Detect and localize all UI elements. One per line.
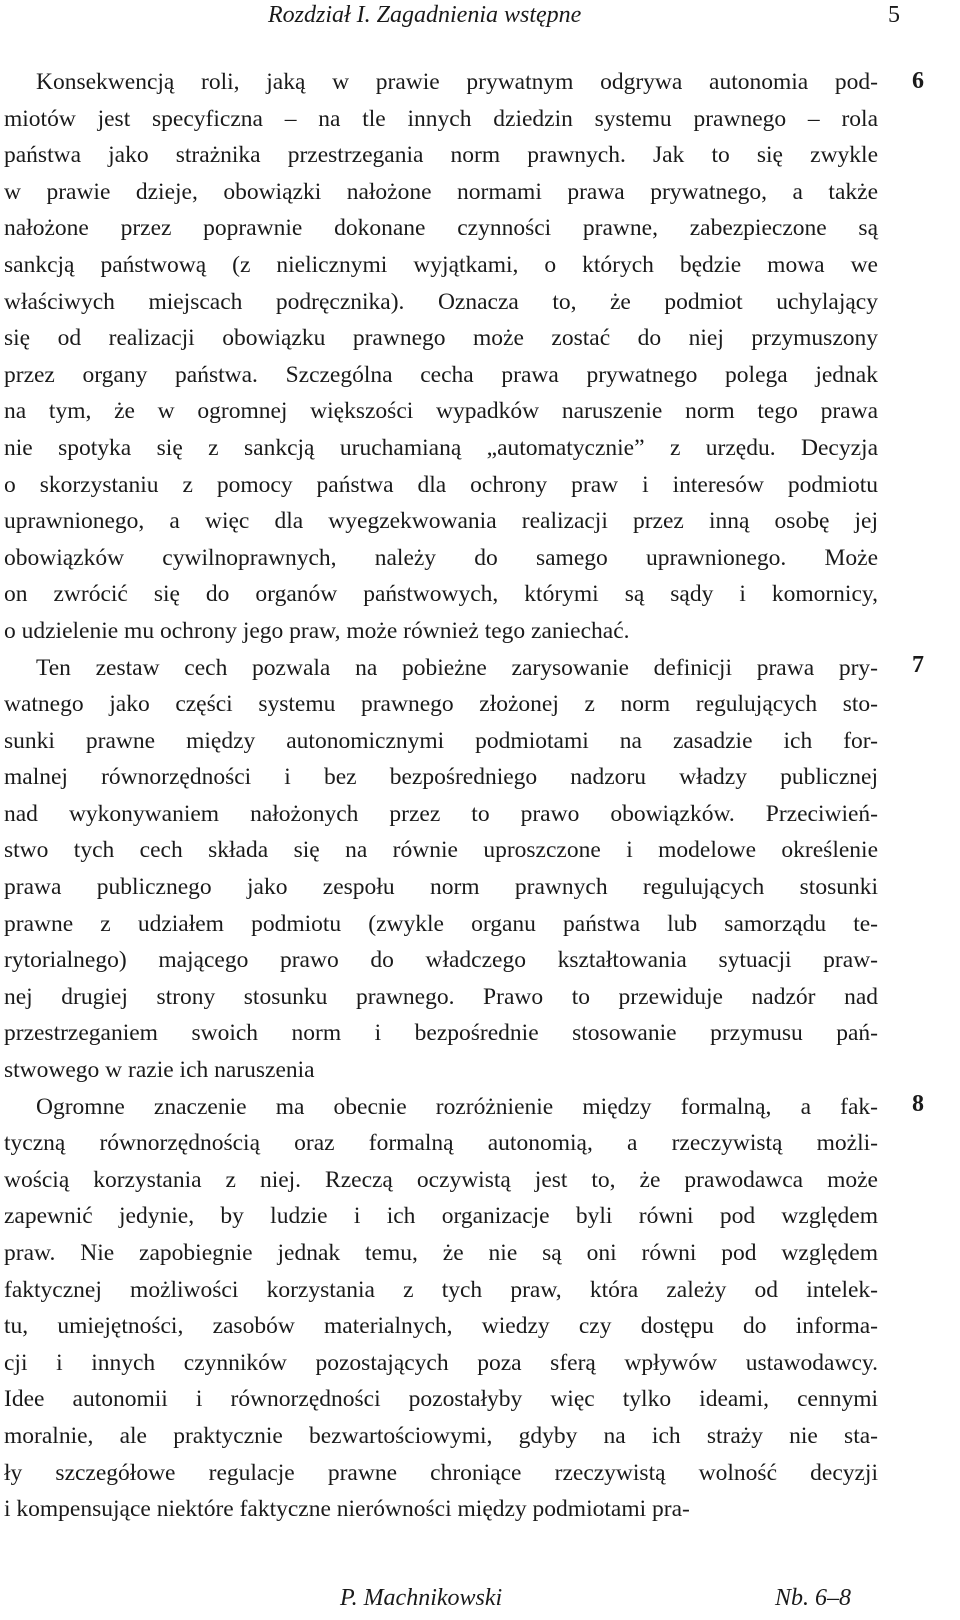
margin-number-7: 7 <box>912 652 924 678</box>
text-line: tu, umiejętności, zasobów materialnych, wiedzy czy dostępu do informa- <box>4 1313 878 1340</box>
text-line: przez organy państwa. Szczególna cecha prawa prywatnego polega jednak <box>4 361 878 388</box>
text-line: sunki prawne między autonomicznymi podmiotami na zasadzie ich for- <box>4 727 878 754</box>
author-name: P. Machnikowski <box>340 1585 503 1611</box>
text-line: przestrzeganiem swoich norm i bezpośrednie stosowanie przymusu pań- <box>4 1020 878 1047</box>
running-header <box>0 0 900 34</box>
text-line: prawne z udziałem podmiotu (zwykle organu państwa lub samorządu te- <box>4 910 878 937</box>
text-line: nie spotyka się z sankcją uruchamianą „automatycznie” z urzędu. Decyzja <box>4 434 878 461</box>
margin-number-6: 6 <box>912 68 924 94</box>
text-line: praw. Nie zapobiegnie jednak temu, że nie są oni równi pod względem <box>4 1240 878 1266</box>
text-line: faktycznej możliwości korzystania z tych praw, która zależy od intelek- <box>4 1276 878 1303</box>
text-line: moralnie, ale praktycznie bezwartościowymi, gdyby na ich straży nie sta- <box>4 1422 878 1449</box>
text-line: on zwrócić się do organów państwowych, którymi są sądy i komornicy, <box>4 581 878 608</box>
text-line: o skorzystaniu z pomocy państwa dla ochrony praw i interesów podmiotu <box>4 471 878 498</box>
text-line: rytorialnego) mającego prawo do władczego kształtowania sytuacji praw- <box>4 947 878 974</box>
text-line: uprawnionego, a więc dla wyegzekwowania realizacji przez inną osobę jej <box>4 508 878 535</box>
section-reference: Nb. 6–8 <box>775 1585 852 1611</box>
text-line: nad wykonywaniem nałożonych przez to prawo obowiązków. Przeciwień- <box>4 800 878 827</box>
text-line: cji i innych czynników pozostających poza sferą wpływów ustawodawcy. <box>4 1349 878 1376</box>
text-line: Konsekwencją roli, jaką w prawie prywatnym odgrywa autonomia pod- <box>36 69 878 95</box>
text-line: Ten zestaw cech pozwala na pobieżne zarysowanie definicji prawa pry- <box>36 654 878 681</box>
text-line: ły szczegółowe regulacje prawne chroniące rzeczywistą wolność decyzji <box>4 1459 878 1486</box>
text-line: nałożone przez poprawnie dokonane czynności prawne, zabezpieczone są <box>4 215 878 242</box>
running-footer <box>0 1583 960 1617</box>
text-line: zapewnić jedynie, by ludzie i ich organizacje byli równi pod względem <box>4 1203 878 1230</box>
text-line: się od realizacji obowiązku prawnego może zostać do niej przymuszony <box>4 325 878 352</box>
text-line: prawa publicznego jako zespołu norm prawnych regulujących stosunki <box>4 874 878 901</box>
text-line: Idee autonomii i równorzędności pozostałyby więc tylko ideami, cennymi <box>4 1386 878 1413</box>
text-line: nej drugiej strony stosunku prawnego. Prawo to przewiduje nadzór nad <box>4 983 878 1010</box>
text-line: tyczną równorzędnością oraz formalną autonomią, a rzeczywistą możli- <box>4 1130 878 1157</box>
margin-number-8: 8 <box>912 1091 924 1117</box>
text-line: państwa jako strażnika przestrzegania norm prawnych. Jak to się zwykle <box>4 142 878 169</box>
text-line: wością korzystania z niej. Rzeczą oczywistą jest to, że prawodawca może <box>4 1166 878 1193</box>
text-line: stwo tych cech składa się na równie uproszczone i modelowe określenie <box>4 837 878 864</box>
text-line: w prawie dzieje, obowiązki nałożone normami prawa prywatnego, a także <box>4 178 878 205</box>
text-line: o udzielenie mu ochrony jego praw, może również tego zaniechać. <box>4 617 630 644</box>
page-number: 5 <box>888 2 900 28</box>
text-line: właściwych miejscach podręcznika). Oznacza to, że podmiot uchylający <box>4 288 878 315</box>
text-line: malnej równorzędności i bez bezpośredniego nadzoru władzy publicznej <box>4 764 878 791</box>
text-line: na tym, że w ogromnej większości wypadków naruszenie norm tego prawa <box>4 398 878 425</box>
text-line: i kompensujące niektóre faktyczne nierówności między podmiotami pra- <box>4 1496 690 1523</box>
body-text <box>4 64 878 1528</box>
text-line: obowiązków cywilnoprawnych, należy do samego uprawnionego. Może <box>4 544 878 571</box>
text-line: stwowego w razie ich naruszenia <box>4 1057 315 1084</box>
text-line: watnego jako części systemu prawnego złożonej z norm regulujących sto- <box>4 691 878 718</box>
text-line: sankcją państwową (z nielicznymi wyjątkami, o których będzie mowa we <box>4 251 878 278</box>
text-line: miotów jest specyficzna – na tle innych dziedzin systemu prawnego – rola <box>4 105 878 132</box>
text-line: Ogromne znaczenie ma obecnie rozróżnienie między formalną, a fak- <box>36 1093 878 1120</box>
chapter-title: Rozdział I. Zagadnienia wstępne <box>268 2 582 28</box>
